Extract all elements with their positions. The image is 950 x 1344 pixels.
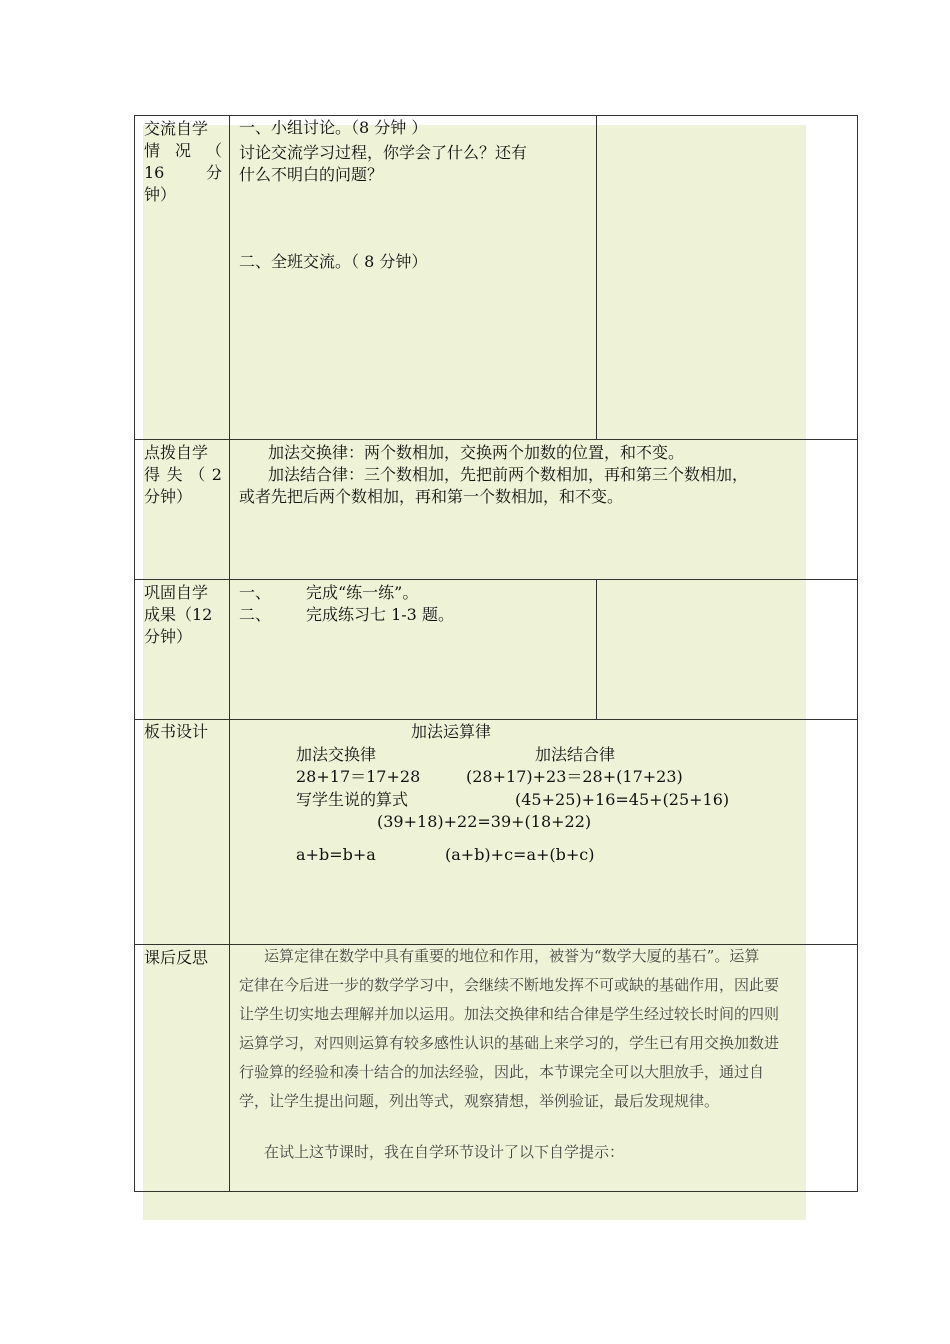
notes-column-divider bbox=[596, 115, 597, 439]
table-border-top bbox=[134, 115, 858, 116]
board-title: 加法运算律 bbox=[411, 722, 492, 741]
board-example-associative-3: (39+18)+22=39+(18+22) bbox=[377, 812, 592, 831]
label-line: 16 分 bbox=[144, 163, 222, 182]
table-border-bottom bbox=[134, 1191, 858, 1192]
row-divider bbox=[134, 579, 858, 580]
exercise-item-2: 完成练习七 1-3 题。 bbox=[306, 605, 454, 624]
reflection-line-2: 定律在今后进一步的数学学习中，会继续不断地发挥不可或缺的基础作用，因此要 bbox=[239, 976, 780, 994]
board-example-associative-1: (28+17)+23＝28+(17+23) bbox=[466, 767, 683, 786]
exercise-number-2: 二、 bbox=[239, 605, 272, 624]
label-line: 交流自学 bbox=[144, 119, 209, 138]
row-label-guide bbox=[144, 442, 222, 508]
associative-law-text-line1: 加法结合律：三个数相加，先把前两个数相加，再和第三个数相加， bbox=[268, 465, 749, 484]
label-line: 巩固自学 bbox=[144, 583, 209, 602]
reflection-trial-lesson-line: 在试上这节课时，我在自学环节设计了以下自学提示： bbox=[264, 1143, 625, 1161]
reflection-line-4: 运算学习，对四则运算有较多感性认识的基础上来学习的，学生已有用交换加数进 bbox=[239, 1034, 780, 1052]
row-label-board bbox=[144, 721, 222, 743]
reflection-line-6: 学，让学生提出问题，列出等式，观察猜想，举例验证，最后发现规律。 bbox=[239, 1092, 720, 1110]
label-line: 得 失 （ 2 bbox=[144, 465, 222, 484]
table-border-right bbox=[857, 115, 858, 1192]
row-label-reflection bbox=[144, 947, 222, 969]
label-line: 板书设计 bbox=[144, 722, 209, 741]
reflection-line-3: 让学生切实地去理解并加以运用。加法交换律和结合律是学生经过较长时间的四则 bbox=[239, 1005, 780, 1023]
board-associative-heading: 加法结合律 bbox=[535, 745, 616, 764]
lesson-plan-table bbox=[134, 115, 858, 1192]
reflection-line-1: 运算定律在数学中具有重要的地位和作用，被誉为“数学大厦的基石”。运算 bbox=[264, 947, 760, 965]
board-formula-associative: (a+b)+c=a+(b+c) bbox=[445, 845, 595, 864]
row-divider bbox=[134, 439, 858, 440]
label-line: 分钟） bbox=[144, 627, 193, 646]
board-formula-commutative: a+b=b+a bbox=[296, 845, 376, 864]
discussion-prompt-line2: 什么不明白的问题？ bbox=[239, 165, 384, 184]
row-label-consolidate bbox=[144, 582, 222, 648]
exercise-number-1: 一、 bbox=[239, 583, 272, 602]
notes-column-divider bbox=[596, 579, 597, 719]
associative-law-text-line2: 或者先把后两个数相加，再和第一个数相加，和不变。 bbox=[239, 487, 624, 506]
board-commutative-heading: 加法交换律 bbox=[296, 745, 377, 764]
row-divider bbox=[134, 719, 858, 720]
label-column-divider bbox=[229, 115, 230, 1192]
board-example-commutative: 28+17＝17+28 bbox=[296, 767, 421, 786]
label-line: 钟） bbox=[144, 185, 177, 204]
exercise-item-1: 完成“练一练”。 bbox=[306, 583, 419, 602]
label-line: 成果（12 bbox=[144, 605, 213, 624]
label-line: 情 况 （ bbox=[144, 141, 222, 160]
board-example-associative-2: (45+25)+16=45+(25+16) bbox=[515, 790, 730, 809]
class-exchange-heading: 二、全班交流。（ 8 分钟） bbox=[239, 252, 428, 271]
discussion-prompt-line1: 讨论交流学习过程，你学会了什么？还有 bbox=[239, 143, 528, 162]
label-line: 分钟） bbox=[144, 487, 193, 506]
commutative-law-text: 加法交换律：两个数相加，交换两个加数的位置，和不变。 bbox=[268, 443, 685, 462]
board-student-equations-note: 写学生说的算式 bbox=[296, 790, 409, 809]
label-line: 点拨自学 bbox=[144, 443, 209, 462]
label-line: 课后反思 bbox=[144, 948, 209, 967]
table-border-left bbox=[134, 115, 135, 1192]
group-discussion-heading: 一、小组讨论。（8 分钟 ） bbox=[239, 118, 428, 137]
row-label-exchange bbox=[144, 118, 222, 206]
reflection-line-5: 行验算的经验和凑十结合的加法经验，因此，本节课完全可以大胆放手，通过自 bbox=[239, 1063, 765, 1081]
